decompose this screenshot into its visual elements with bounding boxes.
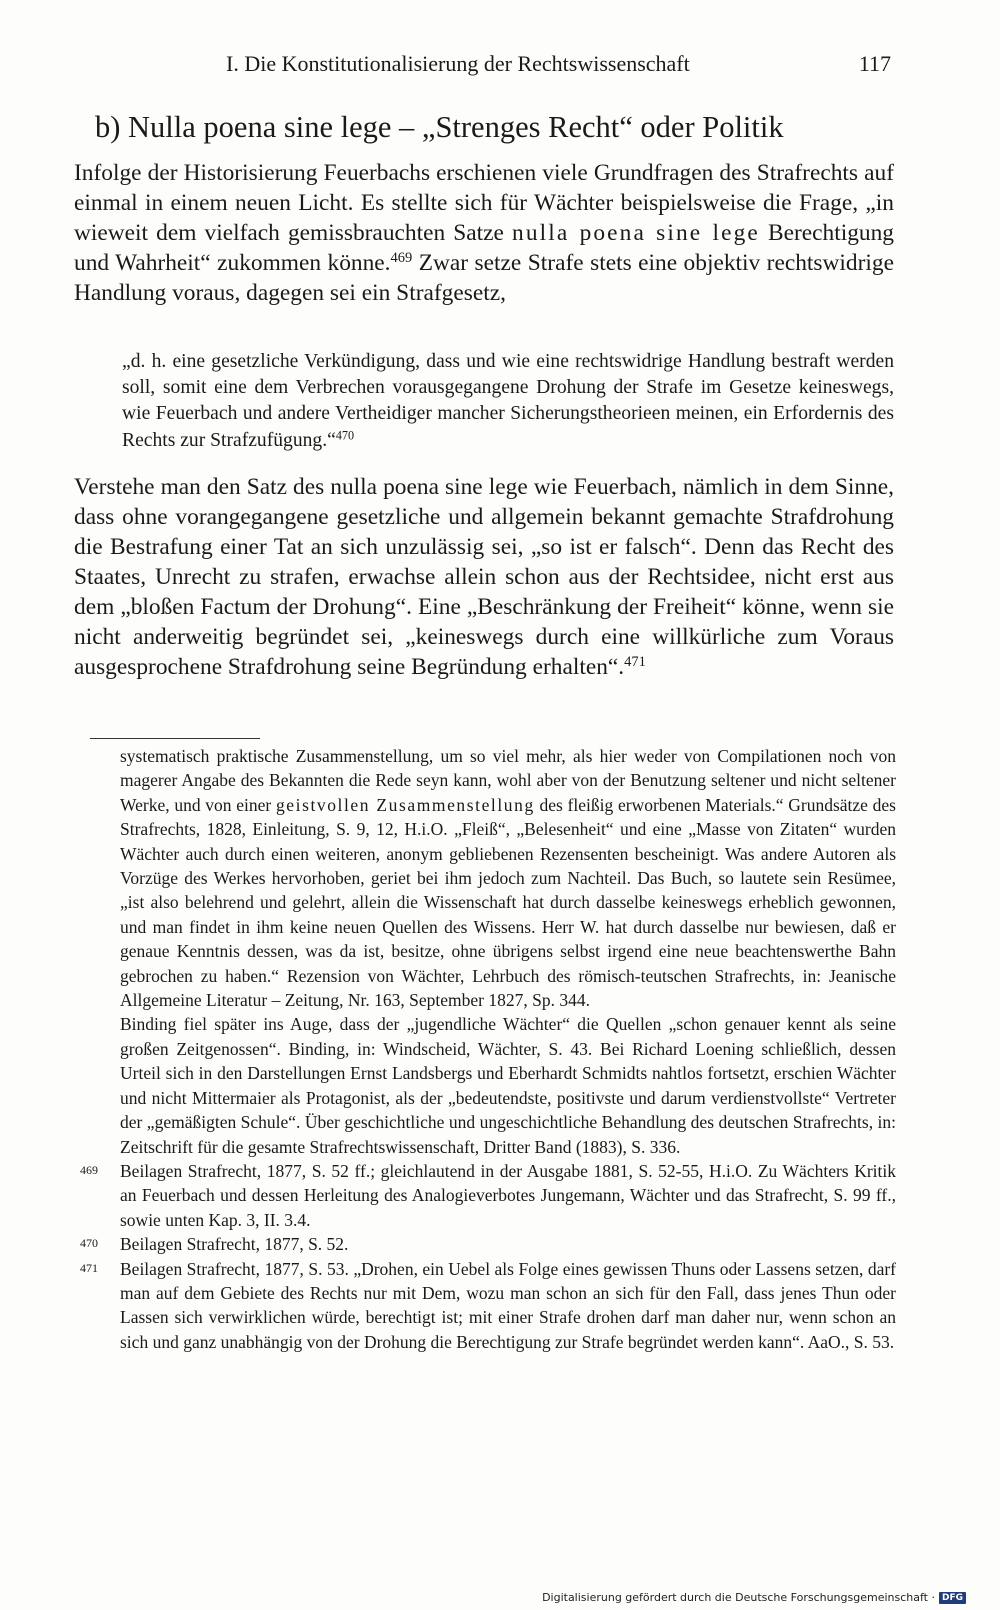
footnote-continued-spaced: geistvollen Zusammenstellung [275, 794, 535, 815]
footnote-ref-469[interactable]: 469 [390, 250, 413, 267]
paragraph-2-text: Verstehe man den Satz des nulla poena sine lege wie Feuerbach, nämlich in dem Sinne, dass ohne vorangegangene gesetzliche und allgemein bekannt gemachte Strafdrohung die Bestrafung einer Tat an sich unzulässig sei, „so ist er falsch“. Denn das Recht des Staates, Unrecht zu strafen, erwachse allein schon aus der Rechtsidee, nicht erst aus dem „bloßen Factum der Drohung“. Eine „Beschränkung der Freiheit“ könne, wenn sie nicht anderweitig begründet sei, „keineswegs durch eine willkürliche zum Voraus ausgesprochene Strafdrohung seine Begründung erhalten“. [74, 474, 894, 680]
footnote-469 [76, 1159, 896, 1232]
section-heading: b) Nulla poena sine lege – „Strenges Recht“ oder Politik [95, 110, 784, 144]
footnote-470 [76, 1232, 896, 1256]
footnote-continued-2-text: Binding fiel später ins Auge, dass der „jugendliche Wächter“ die Quellen „schon genauer kennt als seine großen Zeitgenossen“. Binding, in: Windscheid, Wächter, S. 43. Bei Richard Loening schließlich, dessen Urteil sich in den Darstellungen Ernst Landsbergs und Eberhardt Schmidts nahtlos fortsetzt, erschien Wächter und nicht Mittermaier als Protagonist, als der „bedeutendste, positivste und darum verdienstvollste“ Vertreter der „gemäßigten Schule“. Über geschichtliche und ungeschichtliche Behandlung des deutschen Strafrechts, in: Zeitschrift für die gesamte Strafrechtswissenschaft, Dritter Band (1883), S. 336. [120, 1014, 896, 1157]
footnotes [76, 744, 896, 1354]
dfg-logo: DFG [939, 1592, 966, 1604]
paragraph-1-spaced-phrase: nulla poena sine lege [512, 220, 760, 246]
footnote-continued [76, 744, 896, 1012]
footnote-471 [76, 1257, 896, 1355]
footnote-ref-471[interactable]: 471 [624, 654, 646, 671]
page-number: 117 [858, 51, 891, 76]
block-quote-text: „d. h. eine gesetzliche Verkündigung, dass und wie eine rechtswidrige Handlung bestraft werden soll, somit eine dem Verbrechen vorausgegangene Drohung der Strafe im Gesetze keineswegs, wie Feuerbach und andere Vertheidiger mancher Sicherungstheorieen meinen, ein Erfordernis des Rechts zur Strafzufügung.“ [122, 351, 894, 451]
running-title: I. Die Konstitutionalisierung der Rechtswissenschaft [226, 51, 690, 76]
paragraph-1-text-b: Berechtigung und Wahrheit“ zukommen könne. [74, 220, 894, 276]
paragraph-1-text-a: Infolge der Historisierung Feuerbachs erschienen viele Grundfragen des Strafrechts auf einmal in einem neuen Licht. Es stellte sich für Wächter beispielsweise die Frage, „in wieweit dem vielfach gemissbrauchten Satze [74, 160, 894, 246]
digitization-credit [542, 1591, 966, 1604]
footnote-number: 470 [80, 1236, 98, 1251]
block-quote [122, 349, 894, 454]
footnote-continued-2 [76, 1012, 896, 1158]
footnote-text: Beilagen Strafrecht, 1877, S. 53. „Drohen, ein Uebel als Folge eines gewissen Thuns oder Lassens setzen, darf man auf dem Gebiete des Rechts nur mit Dem, wozu man schon an sich für den Fall, dass jenes Thun oder Lassen sich verwirklichen würde, berechtigt ist; mit einer Strafe drohen darf man daher nur, wenn schon an sich und ganz unabhängig von der Drohung die Berechtigung zur Strafe begründet werden kann“. AaO., S. 53. [120, 1258, 896, 1352]
footnote-separator [90, 738, 260, 739]
footnote-continued-text-a: systematisch praktische Zusammenstellung, um so viel mehr, als hier weder von Compilationen noch von magerer Angabe des Bekannten die Rede seyn kann, wohl aber von der Benutzung seltener und nicht seltener Werke, und von einer [120, 746, 896, 815]
paragraph-1-text-c: Zwar setze Strafe stets eine objektiv rechtswidrige Handlung voraus, dagegen sei ein Strafgesetz, [74, 250, 894, 306]
digitization-credit-text: Digitalisierung gefördert durch die Deutsche Forschungsgemeinschaft · [542, 1591, 935, 1604]
body-paragraph-1 [74, 158, 894, 308]
footnote-continued-text-b: des fleißig erworbenen Materials.“ Grundsätze des Strafrechts, 1828, Einleitung, S. 9, 12, H.i.O. „Fleiß“, „Belesenheit“ und eine „Masse von Zitaten“ wurden Wächter auch durch einen weiteren, anonym gebliebenen Rezensenten bescheinigt. Was andere Autoren als Vorzüge des Werkes hervorhoben, geriet bei ihm jedoch zum Nachteil. Das Buch, so lautete sein Resümee, „ist also belehrend und gelehrt, allein die Wissenschaft hat durch dasselbe keineswegs erheblich gewonnen, und man findet in ihm keine neuen Quellen des Wissens. Herr W. hat durch dasselbe nur bewiesen, daß er genaue Kenntnis dessen, was da ist, besitze, ohne übrigens selbst irgend eine neue beachtenswerthe Bahn gebrochen zu haben.“ Rezension von Wächter, Lehrbuch des römisch-teutschen Strafrechts, in: Jeanische Allgemeine Literatur – Zeitung, Nr. 163, September 1827, Sp. 344. [120, 794, 896, 1011]
body-paragraph-2 [74, 472, 894, 682]
footnote-number: 471 [80, 1260, 98, 1275]
footnote-ref-470[interactable]: 470 [335, 427, 355, 442]
footnote-number: 469 [80, 1162, 98, 1177]
footnote-text: Beilagen Strafrecht, 1877, S. 52. [120, 1234, 349, 1255]
footnote-text: Beilagen Strafrecht, 1877, S. 52 ff.; gleichlautend in der Ausgabe 1881, S. 52-55, H.i.O. Zu Wächters Kritik an Feuerbach und dessen Herleitung des Analogieverbotes Jungemann, Wächter und das Strafrecht, S. 99 ff., sowie unten Kap. 3, II. 3.4. [120, 1160, 896, 1230]
